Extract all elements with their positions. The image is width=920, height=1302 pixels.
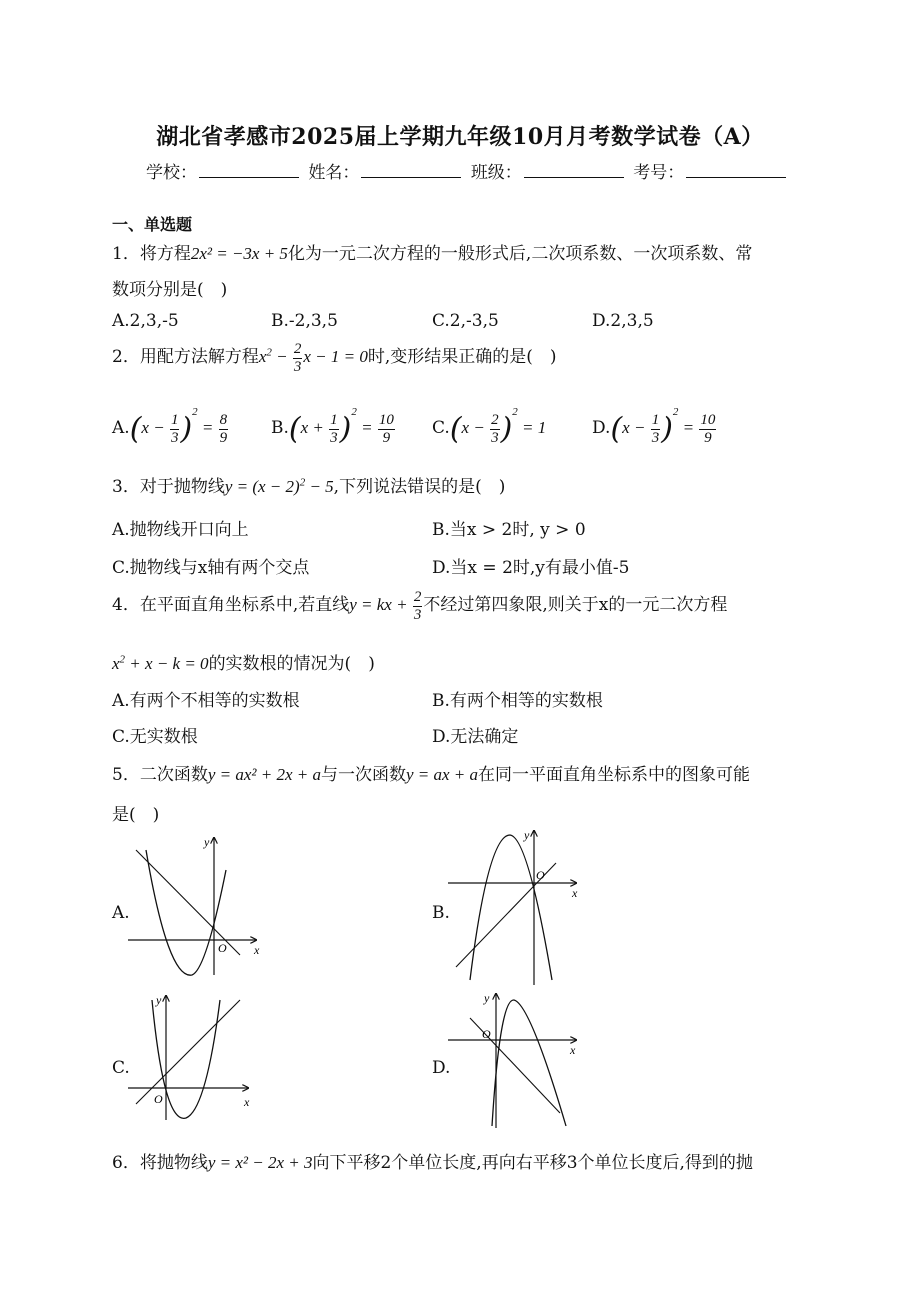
svg-text:O: O (536, 868, 545, 882)
q2-option-c[interactable]: C.(x − $\frac{2}{3}$ )$^2$ = 1 (432, 406, 547, 447)
svg-text:x: x (572, 886, 578, 900)
q4-option-a[interactable]: A.有两个不相等的实数根 (112, 691, 300, 711)
q2-option-b-label: B. (271, 418, 289, 438)
question-6 (112, 1148, 753, 1173)
q4-equation: y = kx + $\frac{2}{3}$ (349, 589, 422, 623)
q1-line2: 数项分别是( ) (112, 280, 228, 300)
school-label: 学校： (146, 163, 197, 183)
q4-text: 在平面直角坐标系中,若直线 (139, 594, 350, 615)
q4-text-3: 的实数根的情况为( ) (208, 654, 375, 674)
exam-number-blank[interactable] (686, 163, 786, 178)
question-5 (112, 760, 750, 785)
q3-number: 3． (112, 477, 140, 497)
q2-text-2: 时,变形结果正确的是( ) (367, 346, 557, 367)
name-label: 姓名： (308, 163, 360, 183)
q3-option-b[interactable]: B.当x > 2时, y > 0 (432, 520, 586, 540)
q6-equation: y = x² − 2x + 3 (207, 1153, 313, 1172)
svg-text:x: x (570, 1043, 576, 1057)
q2-option-d-label: D. (592, 418, 611, 438)
q3-option-a[interactable]: A.抛物线开口向上 (112, 520, 249, 540)
q5-option-d-label[interactable]: D. (432, 1058, 451, 1078)
q5-line2: 是( ) (112, 805, 160, 825)
q5-option-a-label[interactable]: A. (112, 903, 130, 923)
q5-graph-b[interactable] (448, 825, 588, 985)
q1-option-b[interactable]: B.-2,3,5 (271, 311, 338, 331)
q3-option-c[interactable]: C.抛物线与x轴有两个交点 (112, 558, 310, 578)
q5-graph-c[interactable] (128, 990, 268, 1120)
q3-text: 对于抛物线 (139, 477, 225, 497)
q2-option-b[interactable]: B.(x + $\frac{1}{3}$ )$^2$ = $\frac{10}{9}$ (271, 406, 394, 447)
q2-number: 2． (112, 346, 140, 367)
q1-option-a[interactable]: A.2,3,-5 (112, 311, 179, 331)
school-blank[interactable] (199, 163, 299, 178)
question-2 (112, 341, 557, 375)
q5-option-c-label[interactable]: C. (112, 1058, 130, 1078)
q5-text: 二次函数 (139, 765, 208, 785)
q2-option-d[interactable]: D.(x − $\frac{1}{3}$ )$^2$ = $\frac{10}{9}$ (592, 406, 716, 447)
q4-equation-2: $x^2 + x - k = 0$ (112, 653, 209, 673)
question-3 (112, 472, 505, 497)
q5-number: 5． (112, 765, 140, 785)
line (136, 850, 240, 955)
q5-text-2: 与一次函数 (320, 765, 406, 785)
section-heading: 一、单选题 (112, 215, 193, 234)
q3-option-d[interactable]: D.当x = 2时,y有最小值-5 (432, 558, 630, 578)
q3-text-2: ,下列说法错误的是( ) (333, 477, 506, 497)
q6-text: 将抛物线 (139, 1153, 208, 1173)
q6-number: 6． (112, 1153, 140, 1173)
q1-option-d[interactable]: D.2,3,5 (592, 311, 654, 331)
svg-text:x: x (254, 943, 260, 957)
q5-text-3: 在同一平面直角坐标系中的图象可能 (478, 765, 751, 785)
svg-text:y: y (156, 993, 162, 1007)
name-blank[interactable] (361, 163, 461, 178)
q1-text: 将方程 (139, 244, 191, 264)
q4-option-c[interactable]: C.无实数根 (112, 727, 198, 747)
q4-option-b[interactable]: B.有两个相等的实数根 (432, 691, 603, 711)
q2-option-a-label: A. (112, 418, 130, 438)
q4-text-2: 不经过第四象限,则关于x的一元二次方程 (423, 594, 728, 615)
q5-graph-d[interactable] (448, 988, 588, 1128)
svg-text:y: y (484, 991, 490, 1005)
student-info-line (146, 158, 790, 183)
svg-text:y: y (524, 828, 530, 842)
q3-equation: $y = (x - 2)^2 - 5$ (224, 476, 334, 496)
svg-text:O: O (218, 941, 227, 955)
q2-equation: $x^2$ − $\frac{2}{3}$ x − 1 = 0 (258, 341, 368, 375)
q2-option-a[interactable]: A.(x − $\frac{1}{3}$ )$^2$ = $\frac{8}{9}$ (112, 406, 228, 447)
question-1 (112, 239, 752, 264)
q5-equation-1: y = ax² + 2x + a (207, 765, 321, 784)
question-4 (112, 589, 727, 623)
svg-text:y: y (204, 835, 210, 849)
q5-equation-2: y = ax + a (405, 765, 479, 784)
q4-line2 (112, 649, 375, 674)
class-blank[interactable] (524, 163, 624, 178)
q1-number: 1． (112, 244, 140, 264)
q1-option-c[interactable]: C.2,-3,5 (432, 311, 499, 331)
svg-text:O: O (154, 1092, 163, 1106)
class-label: 班级： (470, 163, 522, 183)
q5-option-b-label[interactable]: B. (432, 903, 450, 923)
q1-equation: 2x² = −3x + 5 (190, 244, 288, 263)
exam-number-label: 考号： (633, 163, 685, 183)
svg-text:O: O (482, 1027, 491, 1041)
q1-text-2: 化为一元二次方程的一般形式后,二次项系数、一次项系数、常 (287, 244, 753, 264)
q4-option-d[interactable]: D.无法确定 (432, 727, 519, 747)
q2-option-c-label: C. (432, 418, 450, 438)
q4-number: 4． (112, 594, 140, 615)
page-title: 湖北省孝感市2025届上学期九年级10月月考数学试卷（A） (156, 124, 764, 150)
svg-text:x: x (244, 1095, 250, 1109)
q2-text: 用配方法解方程 (139, 346, 259, 367)
parabola (470, 835, 552, 980)
q6-text-2: 向下平移2个单位长度,再向右平移3个单位长度后,得到的抛 (312, 1153, 753, 1173)
q5-graph-a[interactable] (128, 830, 268, 980)
